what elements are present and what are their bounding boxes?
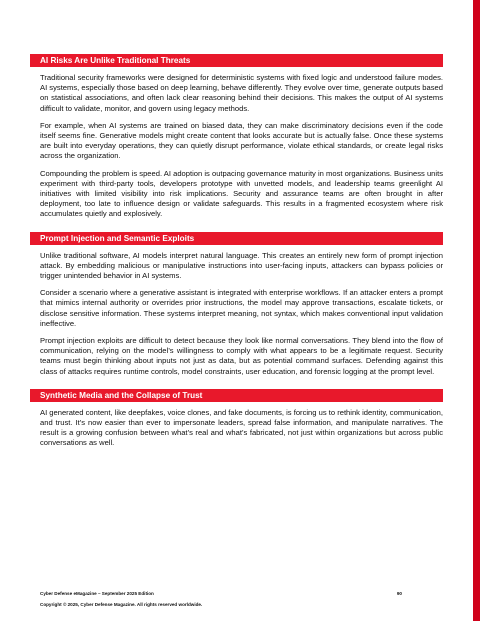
section-ai-risks (30, 54, 443, 220)
paragraph: For example, when AI systems are trained on biased data, they can make discriminatory decisions even if the code itself seems fine. Generative models might create content that looks accurate but is actually false. Once these systems are built into everyday operations, they can quietly disrupt performance, violate ethical standards, or create legal risks across the organization. (40, 120, 443, 161)
page-number: 90 (396, 591, 402, 596)
edition-label: Cyber Defense eMagazine – September 2025 Edition (40, 591, 154, 596)
section-prompt-injection (30, 232, 443, 377)
paragraph: Compounding the problem is speed. AI adoption is outpacing governance maturity in most organizations. Business units experiment with third-party tools, developers prototype with unvetted models, and leadership teams greenlight AI initiatives with limited visibility into risk implications. Security and assurance teams are often brought in after deployment, too late to influence design or validate safeguards. This results in a fragmented ecosystem where risk accumulates quietly and explosively. (40, 168, 443, 219)
section-synthetic-media (30, 389, 443, 449)
article-body (30, 54, 443, 456)
section-heading: Prompt Injection and Semantic Exploits (30, 232, 443, 245)
section-heading: Synthetic Media and the Collapse of Trust (30, 389, 443, 402)
copyright-notice: Copyright © 2025, Cyber Defense Magazine. All rights reserved worldwide. (40, 602, 203, 607)
page-edge-bar (473, 0, 480, 621)
page-footer (40, 591, 402, 607)
paragraph: Traditional security frameworks were designed for deterministic systems with fixed logic and understood failure modes. AI systems, especially those based on deep learning, behave differently. They evolve over time, generate outputs based on statistical associations, and often lack clear reasoning behind their decisions. This makes the output of AI systems difficult to validate, monitor, and govern using legacy methods. (40, 73, 443, 113)
paragraph: AI generated content, like deepfakes, voice clones, and fake documents, is forcing us to rethink identity, communication, and trust. It’s now easier than ever to impersonate leaders, spread false information, and manipulate narratives. The result is a growing confusion between what’s real and what’s fabricated, not just within organizations but across public conversations as well. (40, 407, 443, 448)
section-heading: AI Risks Are Unlike Traditional Threats (30, 54, 443, 67)
paragraph: Prompt injection exploits are difficult to detect because they look like normal conversations. They blend into the flow of communication, relying on the model’s willingness to comply with what appears to be a legitimate request. Security teams must begin thinking about inputs not just as data, but as potential command surfaces. Defending against this class of attacks requires runtime controls, model constraints, user education, and forensic logging at the prompt level. (40, 336, 443, 376)
paragraph: Unlike traditional software, AI models interpret natural language. This creates an entirely new form of prompt injection attack. By embedding malicious or manipulative instructions into user-facing inputs, attackers can bypass policies or trigger unintended behavior in AI systems. (40, 250, 443, 281)
paragraph: Consider a scenario where a generative assistant is integrated with enterprise workflows. If an attacker enters a prompt that mimics internal authority or overrides prior instructions, the model may approve transactions, escalate tickets, or disclose sensitive information. These systems interpret meaning, not syntax, which makes conventional input validation ineffective. (40, 288, 443, 328)
